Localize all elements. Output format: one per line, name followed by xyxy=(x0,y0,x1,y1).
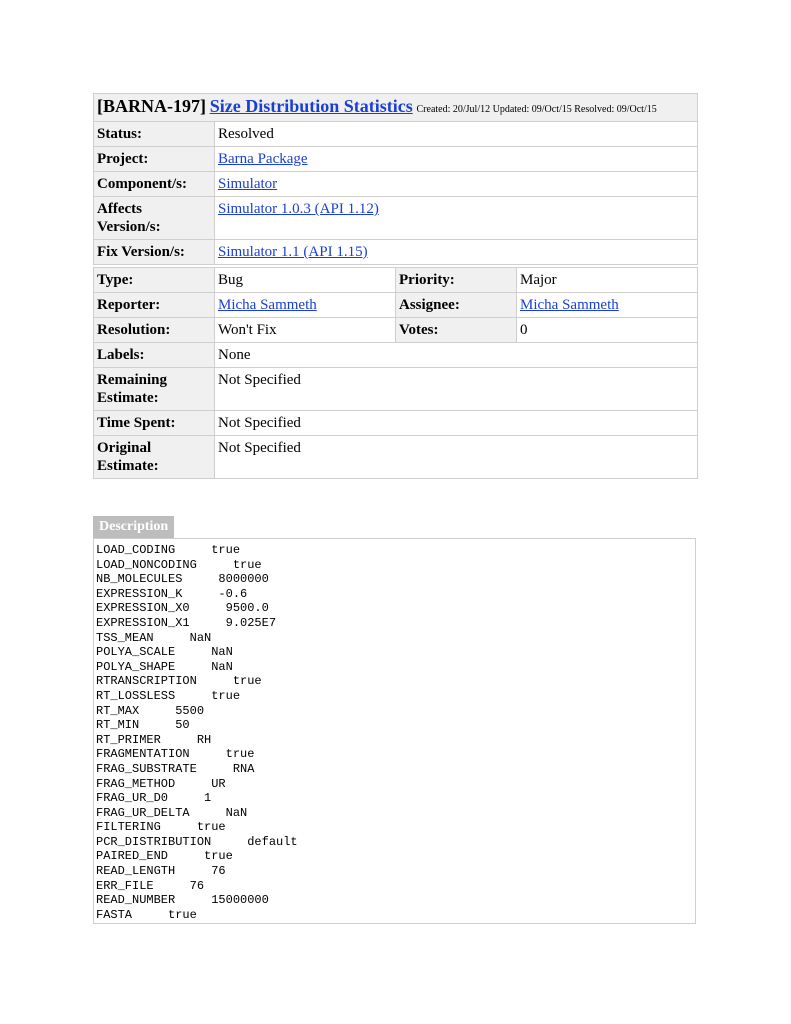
original-estimate-label xyxy=(94,436,215,479)
labels-row xyxy=(94,343,698,368)
remaining-estimate-value: Not Specified xyxy=(215,368,698,411)
original-estimate-row xyxy=(94,436,698,479)
status-row xyxy=(94,122,698,147)
assignee-label: Assignee: xyxy=(396,293,517,318)
type-priority-row xyxy=(94,268,698,293)
votes-label: Votes: xyxy=(396,318,517,343)
priority-value: Major xyxy=(517,268,698,293)
time-spent-value: Not Specified xyxy=(215,411,698,436)
reporter-assignee-row xyxy=(94,293,698,318)
original-label-line2: Estimate: xyxy=(97,458,159,474)
affects-version-label xyxy=(94,197,215,240)
time-spent-label: Time Spent: xyxy=(94,411,215,436)
remaining-estimate-label xyxy=(94,368,215,411)
issue-summary-link[interactable]: Size Distribution Statistics xyxy=(209,96,413,116)
project-link[interactable]: Barna Package xyxy=(218,151,308,167)
issue-title-cell xyxy=(94,94,698,122)
original-estimate-value: Not Specified xyxy=(215,436,698,479)
components-label: Component/s: xyxy=(94,172,215,197)
resolution-label: Resolution: xyxy=(94,318,215,343)
affects-version-link[interactable]: Simulator 1.0.3 (API 1.12) xyxy=(218,201,379,217)
reporter-label: Reporter: xyxy=(94,293,215,318)
description-box xyxy=(93,538,696,924)
component-link[interactable]: Simulator xyxy=(218,176,278,192)
description-text: LOAD_CODING true LOAD_NONCODING true NB_MOLECULES 8000000 EXPRESSION_K -0.6 EXPRESSION_X0 9500.0 EXPRESSION_X1 9.025E7 TSS_MEAN NaN POLYA_SCALE NaN POLYA_SHAPE NaN RTRANSCRIPTION true RT_LOSSLESS true RT_MAX 5500 RT_MIN 50 RT_PRIMER RH FRAGMENTATION true FRAG_SUBSTRATE RNA FRAG_METHOD UR FRAG_UR_D0 1 FRAG_UR_DELTA NaN FILTERING true PCR_DISTRIBUTION default PAIRED_END true READ_LENGTH 76 ERR_FILE 76 READ_NUMBER 15000000 FASTA true xyxy=(96,543,298,922)
fix-version-label: Fix Version/s: xyxy=(94,240,215,265)
reporter-link[interactable]: Micha Sammeth xyxy=(218,297,317,313)
type-value: Bug xyxy=(215,268,396,293)
affects-label-line2: Version/s: xyxy=(97,219,161,235)
issue-details-table xyxy=(93,267,698,479)
assignee-link[interactable]: Micha Sammeth xyxy=(520,297,619,313)
issue-title-row xyxy=(94,94,698,122)
remaining-label-line1: Remaining xyxy=(97,372,168,388)
affects-version-row xyxy=(94,197,698,240)
remaining-label-line2: Estimate: xyxy=(97,390,159,406)
fix-version-link[interactable]: Simulator 1.1 (API 1.15) xyxy=(218,244,368,260)
issue-key: [BARNA-197] xyxy=(97,96,206,116)
status-value: Resolved xyxy=(215,122,698,147)
time-spent-row xyxy=(94,411,698,436)
project-label: Project: xyxy=(94,147,215,172)
remaining-estimate-row xyxy=(94,368,698,411)
original-label-line1: Original xyxy=(97,440,152,456)
project-row xyxy=(94,147,698,172)
labels-value: None xyxy=(215,343,698,368)
issue-dates: Created: 20/Jul/12 Updated: 09/Oct/15 Resolved: 09/Oct/15 xyxy=(416,104,657,115)
votes-value: 0 xyxy=(517,318,698,343)
affects-label-line1: Affects xyxy=(97,201,142,217)
type-label: Type: xyxy=(94,268,215,293)
priority-label: Priority: xyxy=(396,268,517,293)
status-label: Status: xyxy=(94,122,215,147)
labels-label: Labels: xyxy=(94,343,215,368)
fix-version-row xyxy=(94,240,698,265)
issue-header-table xyxy=(93,93,698,265)
resolution-value: Won't Fix xyxy=(215,318,396,343)
components-row xyxy=(94,172,698,197)
description-tab: Description xyxy=(93,516,174,538)
resolution-votes-row xyxy=(94,318,698,343)
